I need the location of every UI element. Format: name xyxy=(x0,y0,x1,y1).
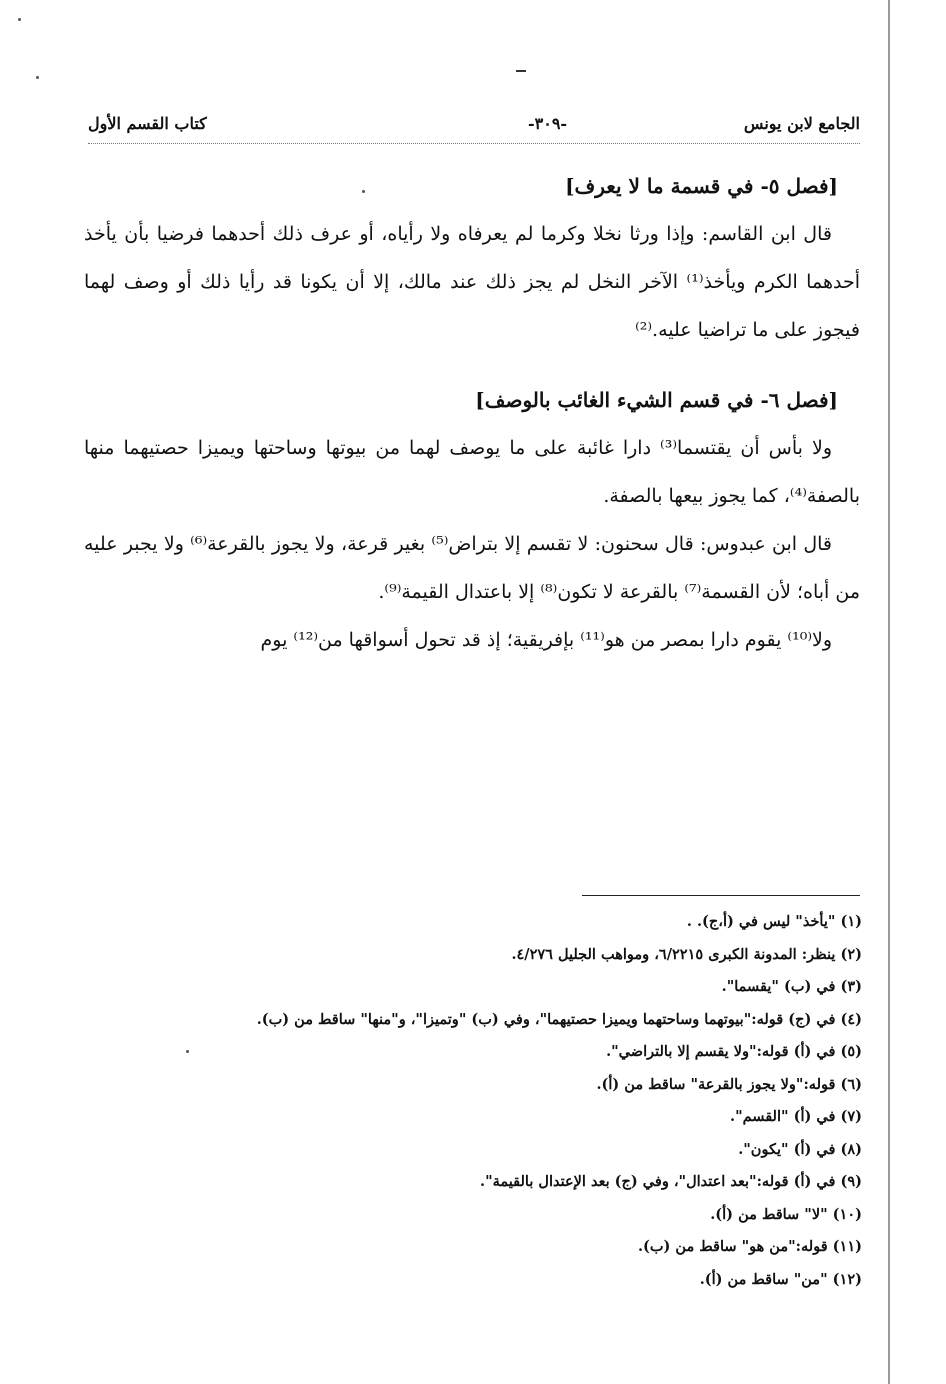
page-edge-line xyxy=(888,0,890,1384)
footnote: (٧) في (أ) "القسم". xyxy=(730,1108,862,1125)
footnote: (١٠) "لا" ساقط من (أ). xyxy=(710,1205,862,1223)
footnotes xyxy=(256,906,862,1296)
page-header xyxy=(88,114,860,138)
footnote: (٥) في (أ) قوله:"ولا يقسم إلا بالتراضي". xyxy=(606,1043,862,1060)
paragraph-2: ولا بأس أن يقتسما⁽³⁾ دارا غائبة على ما يوصف لهما من بيوتها وساحتها ويميزا حصتيهما منها بالصفة⁽⁴⁾، كما يجوز بيعها بالصفة. xyxy=(84,437,860,507)
scan-mark xyxy=(516,70,526,72)
footnote-divider xyxy=(582,895,860,896)
footnote: (٣) في (ب) "يقسما". xyxy=(721,978,862,995)
page-number: -٣٠٩- xyxy=(528,114,568,133)
scan-speck xyxy=(18,18,21,21)
footnote: (١) "يأخذ" ليس في (أ،ج). . xyxy=(686,913,862,930)
footnote: (١١) قوله:"من هو" ساقط من (ب). xyxy=(637,1238,862,1255)
header-section-title: كتاب القسم الأول xyxy=(88,114,207,133)
paragraph-4: ولا⁽¹⁰⁾ يقوم دارا بمصر من هو⁽¹¹⁾ بإفريقية؛ إذ قد تحول أسواقها من⁽¹²⁾ يوم xyxy=(260,629,832,651)
main-text xyxy=(84,162,860,664)
footnote: (٨) في (أ) "يكون". xyxy=(738,1140,862,1158)
scan-speck xyxy=(186,1050,189,1053)
scan-speck xyxy=(36,76,39,79)
paragraph-1: قال ابن القاسم: وإذا ورثا نخلا وكرما لم يعرفاه ولا رأياه، أو عرف ذلك أحدهما فرضيا بأن يأخذ أحدهما الكرم ويأخذ⁽¹⁾ الآخر النخل لم يجز ذلك عند مالك، إلا أن يكونا قد رأيا ذلك أو وصف لهما فيجوز على ما تراضيا عليه.⁽²⁾ xyxy=(84,223,860,341)
footnote: (١٢) "من" ساقط من (أ). xyxy=(699,1270,862,1288)
footnote: (٢) ينظر: المدونة الكبرى ٦/٢٢١٥، ومواهب الجليل ٤/٢٧٦. xyxy=(511,945,862,963)
paragraph-3: قال ابن عبدوس: قال سحنون: لا تقسم إلا بتراض⁽⁵⁾ بغير قرعة، ولا يجوز بالقرعة⁽⁶⁾ ولا يجبر عليه من أباه؛ لأن القسمة⁽⁷⁾ بالقرعة لا تكون⁽⁸⁾ إلا باعتدال القيمة⁽⁹⁾. xyxy=(84,533,860,603)
section-heading-6: [فصل ٦- في قسم الشيء الغائب بالوصف] xyxy=(475,388,838,412)
section-gap xyxy=(84,354,860,376)
footnote: (٤) في (ج) قوله:"بيوتهما وساحتهما ويميزا حصتيهما"، وفي (ب) "وتميزا"، و"منها" ساقط من (ب). xyxy=(256,1010,862,1028)
header-book-title: الجامع لابن يونس xyxy=(743,114,860,133)
header-divider xyxy=(88,143,860,144)
section-heading-5: [فصل ٥- في قسمة ما لا يعرف] xyxy=(565,174,838,198)
footnote: (٩) في (أ) قوله:"بعد اعتدال"، وفي (ج) بعد الإعتدال بالقيمة". xyxy=(480,1173,862,1190)
footnote: (٦) قوله:"ولا يجوز بالقرعة" ساقط من (أ). xyxy=(596,1075,862,1093)
